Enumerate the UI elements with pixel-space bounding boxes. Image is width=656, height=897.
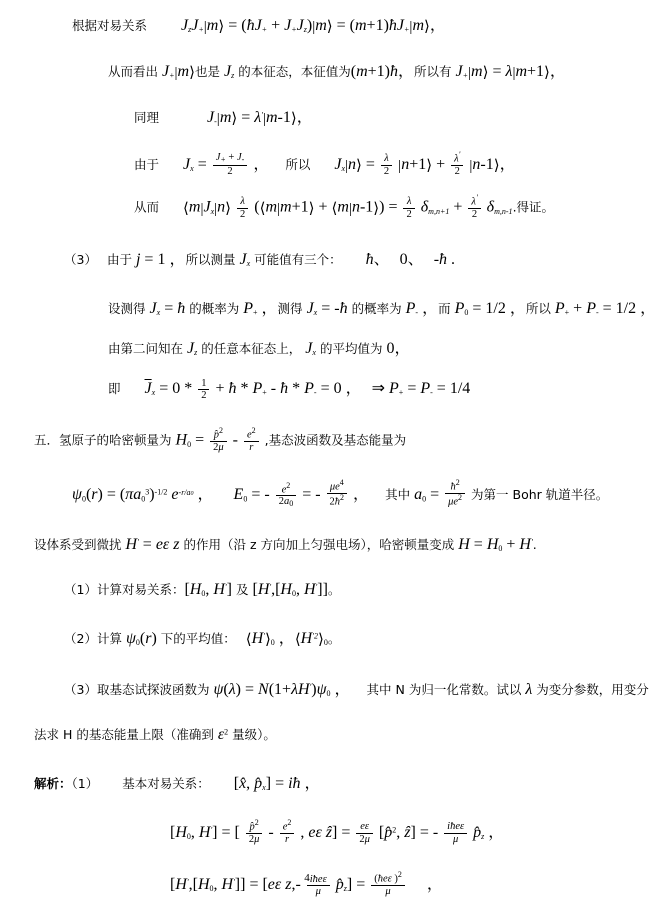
text-line: （3）取基态试探波函数为 ψ(λ) = N(1+λH')ψ0 ， 其中 N 为归一化常数。试以 λ 为变分参数，用变分 bbox=[64, 680, 649, 698]
text-line: 由第二问知在 $J_z$ 的任意本征态上， $J_x$ 的平均值为 0， bbox=[108, 339, 411, 358]
text-line: $\psi 0(r) = (\pi a0^3)^{-1/2}$ $e^{-r/a0}$ ， E0 = - $\frac{e^2}{2a_0}$ = - $\frac{\mu e^4}{2ħ^2}$ ， 其中 a0 = $\frac{ħ^2}{\mu e^2}$ 为第一 Bohr 轨道半径。 bbox=[72, 478, 609, 509]
text-line: 设体系受到微扰 H' = eε z 的作用（沿 z 方向加上匀强电场），哈密顿量变成 H = H0 + H'. bbox=[34, 536, 537, 554]
page-number: 4 bbox=[304, 872, 310, 884]
text-line: [H',[H0, H']] = [eε z,- $\frac{\text{iħeε}}{\mu}$ $p̂_z$] = $\frac{(ħe\varepsilon )^2}{\mu}$ ， bbox=[170, 870, 443, 897]
text-line: [H0, H'] = [ $\frac{p̂^2}{2\mu}$ - $\frac{e^2}{r}$ , eε ẑ] = $\frac{e\varepsilon}{2\mu}$ [p̂$^2$, ẑ] = - $\frac{\text{iħeε}}{\mu}$ $p̂_z$ ， bbox=[170, 817, 505, 845]
text-line: 从而 $⟨m|J_x|n⟩$ $\frac{\lambda}{2}$ (⟨m|m+1⟩ + ⟨m|n-1⟩) = $\frac{\lambda}{2}$ $\delta_{m,n+1}$ + $\frac{\lambda'}{2}$ $\delta_{m,n-1}$.得证。 bbox=[134, 192, 555, 220]
text-line: 根据对易关系 $J_zJ_+|m⟩$ = ($ħJ_+$ + $J_+J_z)|m⟩$ = $(m+1)ħJ_+|m⟩$， bbox=[72, 17, 446, 36]
text-line: （1）计算对易关系：[H0, H'] 及 [H',[H0, H']]。 bbox=[64, 581, 341, 599]
text-line: 解析：（1） 基本对易关系： [x̂, $p̂_x$] = iħ ， bbox=[34, 774, 321, 792]
text-line: 法求 H 的基态能量上限（准确到 $\varepsilon^2$ 量级）。 bbox=[34, 725, 276, 743]
text-line: 同理 $J_-|m⟩$ = λ'|m-1⟩， bbox=[134, 109, 313, 128]
text-line: （3） 由于 j = 1 ，所以测量 $J_x$ 可能值有三个： ħ、 0、 -ħ . bbox=[64, 250, 456, 269]
text-line: 设测得 $J_x$ = ħ 的概率为 P+ ，测得 $J_x$ = -ħ 的概率为 P- ，而 P0 = 1/2 ，所以 P+ + P- = 1/2 ， bbox=[108, 299, 656, 318]
text-line: 五．氢原子的哈密顿量为 H0 = $\frac{p̂^2}{2\mu}$ - $\frac{e^2}{r}$ ,基态波函数及基态能量为 bbox=[34, 426, 407, 454]
text-line: 即 $\overline{J}_x = 0$ * $\frac{1}{2}$ + ħ * P+ - ħ * P- = 0 ， ⇒ P+ = P- = 1/4 bbox=[108, 377, 471, 401]
text-line: 由于 $J_x$ = $\frac{J_+ + J_-}{2}$ ， 所以 $J_x|n⟩$ = $\frac{\lambda}{2}$ |n+1⟩ + $\frac{\lambda'}{2}$ |n-1⟩， bbox=[134, 149, 516, 177]
text-line: （2）计算 ψ0(r) 下的平均值： ⟨H'⟩0 ，$⟨H^{'2}⟩0$。 bbox=[64, 630, 341, 649]
text-line: 从而看出 $J_+|m⟩$也是 $J_z$ 的本征态，本征值为(m+1)ħ，所以有 $J_+|m⟩$ = λ|m+1⟩， bbox=[108, 63, 566, 82]
